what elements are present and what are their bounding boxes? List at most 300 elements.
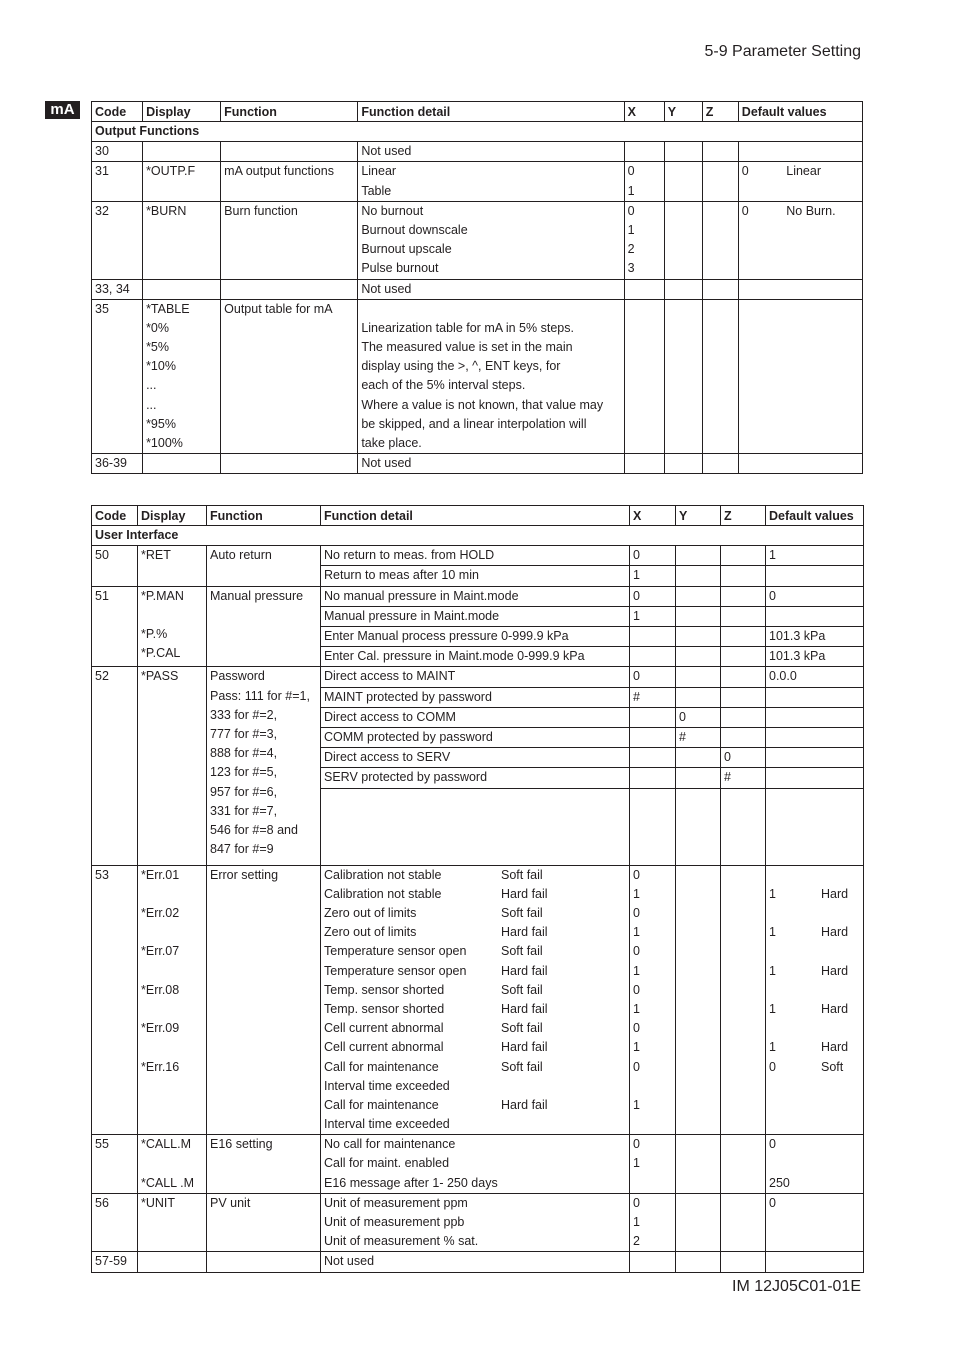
x-cell <box>630 1252 676 1272</box>
y-cell <box>664 142 702 162</box>
display-cell-line: *10% <box>146 359 176 374</box>
x-cell: 1 <box>630 606 676 626</box>
detail-cell-line: No call for maintenance <box>324 1137 456 1152</box>
default-cell <box>766 748 864 768</box>
fail-type: Hard fail <box>501 925 548 940</box>
x-cell <box>624 201 664 279</box>
z-cell <box>721 1252 766 1272</box>
y-cell <box>676 566 721 586</box>
default-line <box>769 981 860 1000</box>
x-cell <box>630 748 676 768</box>
col-header-y: Y <box>664 102 702 122</box>
default-cell <box>738 299 862 454</box>
code-cell: 31 <box>92 162 143 201</box>
fail-type: Hard fail <box>501 1001 548 1016</box>
default-value: 1 <box>769 886 776 901</box>
col-header-default: Default values <box>766 506 864 526</box>
detail-line <box>324 1058 626 1077</box>
x-cell-line: 1 <box>627 222 635 237</box>
display-cell-line <box>146 142 217 161</box>
x-cell-line: 3 <box>627 261 635 276</box>
fail-type: Hard fail <box>501 1097 548 1112</box>
default-cell: 101.3 kPa <box>766 647 864 667</box>
y-cell <box>676 768 721 788</box>
col-header-x: X <box>624 102 664 122</box>
detail-cell-line: each of the 5% interval steps. <box>361 378 526 393</box>
x-cell-line: 0 <box>633 1059 640 1074</box>
function-cell-line: 777 for #=3, <box>210 726 278 741</box>
display-cell-line <box>141 962 203 981</box>
table-row <box>92 279 863 299</box>
x-cell <box>630 728 676 748</box>
x-cell-line: 0 <box>633 1195 640 1210</box>
default-value: 1 <box>769 1001 776 1016</box>
display-cell-line: *Err.07 <box>141 944 180 959</box>
z-cell: 0 <box>721 748 766 768</box>
function-cell-line <box>224 280 354 299</box>
default-line <box>769 866 860 885</box>
y-cell <box>676 627 721 647</box>
y-cell: 0 <box>676 707 721 727</box>
display-cell-line: *P.% <box>141 626 168 641</box>
col-header-function: Function <box>207 506 321 526</box>
display-cell <box>138 586 207 667</box>
display-cell <box>138 1135 207 1194</box>
x-cell-line: 1 <box>633 1040 640 1055</box>
z-cell <box>702 201 738 279</box>
x-cell <box>630 788 676 865</box>
default-cell-line: 0 Linear <box>741 164 821 179</box>
table-row <box>92 1252 864 1272</box>
y-cell <box>676 788 721 865</box>
x-cell: 0 <box>630 546 676 566</box>
default-cell <box>766 788 864 865</box>
detail-cell <box>358 299 624 454</box>
function-cell-line: 888 for #=4, <box>210 746 278 761</box>
default-line <box>769 1115 860 1134</box>
display-cell-line: ... <box>146 378 157 393</box>
x-cell: 0 <box>630 586 676 606</box>
detail-cell-line: be skipped, and a linear interpolation will <box>361 416 587 431</box>
x-cell-line: 0 <box>633 867 640 882</box>
error-description: Temp. sensor shorted <box>324 982 445 997</box>
fail-type: Soft fail <box>501 906 543 921</box>
y-cell <box>676 606 721 626</box>
default-line <box>769 1077 860 1096</box>
display-cell <box>143 142 221 162</box>
default-cell <box>766 566 864 586</box>
default-cell-line: 0 No Burn. <box>741 203 836 218</box>
z-cell <box>721 606 766 626</box>
detail-cell-line: Burnout downscale <box>361 222 468 237</box>
z-cell <box>702 299 738 454</box>
detail-line <box>324 866 626 885</box>
display-cell <box>138 1252 207 1272</box>
section-title: Output Functions <box>92 122 863 142</box>
x-cell-line <box>628 142 661 161</box>
default-value: 1 <box>769 925 776 940</box>
function-cell <box>221 162 358 201</box>
error-description: Interval time exceeded <box>324 1078 450 1093</box>
function-cell <box>207 1252 321 1272</box>
x-cell-line: 0 <box>633 906 640 921</box>
z-cell <box>702 454 738 474</box>
function-cell <box>221 201 358 279</box>
detail-cell <box>321 1193 630 1252</box>
col-header-function: Function <box>221 102 358 122</box>
default-cell <box>738 454 862 474</box>
detail-cell-line: Not used <box>361 456 412 471</box>
error-description: Temperature sensor open <box>324 963 467 978</box>
display-cell-line: *Err.08 <box>141 982 180 997</box>
code-cell: 35 <box>92 299 143 454</box>
table-row <box>92 1193 864 1252</box>
y-cell <box>676 667 721 687</box>
detail-cell: MAINT protected by password <box>321 687 630 707</box>
code-cell: 52 <box>92 667 138 865</box>
default-label: Soft <box>821 1059 844 1074</box>
x-cell-line: 1 <box>633 1097 640 1112</box>
detail-cell-line: display using the >, ^, ENT keys, for <box>361 359 561 374</box>
display-cell-line <box>141 1115 203 1134</box>
function-cell-line <box>224 142 354 161</box>
col-header-code: Code <box>92 506 138 526</box>
z-cell <box>721 546 766 566</box>
function-cell-line: 847 for #=9 <box>210 842 274 857</box>
default-cell <box>738 201 862 279</box>
default-line <box>769 962 860 981</box>
detail-cell: Enter Manual process pressure 0-999.9 kPa <box>321 627 630 647</box>
detail-line <box>324 885 626 904</box>
x-cell <box>624 299 664 454</box>
detail-cell-line: Call for maint. enabled <box>324 1156 450 1171</box>
display-cell-line: *Err.09 <box>141 1021 180 1036</box>
function-cell: Auto return <box>207 546 321 586</box>
col-header-y: Y <box>676 506 721 526</box>
x-cell-line <box>633 1115 672 1134</box>
code-cell: 57-59 <box>92 1252 138 1272</box>
detail-cell <box>358 201 624 279</box>
function-cell <box>221 279 358 299</box>
function-cell-line: 957 for #=6, <box>210 784 278 799</box>
detail-cell: Direct access to COMM <box>321 707 630 727</box>
section-tag: mA <box>45 101 80 119</box>
x-cell-line <box>633 1174 672 1193</box>
table-row <box>92 1135 864 1194</box>
z-cell <box>721 627 766 647</box>
detail-cell: Direct access to SERV <box>321 748 630 768</box>
x-cell-line: 1 <box>633 886 640 901</box>
display-cell-line: *Err.02 <box>141 906 180 921</box>
y-cell <box>676 546 721 566</box>
default-cell: 0 <box>766 586 864 606</box>
detail-cell <box>358 162 624 201</box>
default-cell <box>766 707 864 727</box>
fail-type: Soft fail <box>501 1021 543 1036</box>
col-header-x: X <box>630 506 676 526</box>
x-cell-line <box>633 1077 672 1096</box>
z-cell <box>702 279 738 299</box>
y-cell <box>676 1252 721 1272</box>
y-cell: # <box>676 728 721 748</box>
detail-cell-line: Burnout upscale <box>361 242 452 257</box>
function-cell <box>207 667 321 865</box>
function-cell <box>221 142 358 162</box>
col-header-function-detail: Function detail <box>358 102 624 122</box>
x-cell-line: 0 <box>633 1021 640 1036</box>
detail-cell-line <box>361 300 620 319</box>
default-label: Hard <box>821 1040 849 1055</box>
error-description: Temperature sensor open <box>324 944 467 959</box>
section-title: User Interface <box>92 526 864 546</box>
y-cell <box>676 1193 721 1252</box>
display-cell-line <box>141 1096 203 1115</box>
x-cell-line: 1 <box>633 1156 640 1171</box>
detail-cell-line: Unit of measurement % sat. <box>324 1234 479 1249</box>
table-row <box>92 546 864 566</box>
detail-line <box>324 1077 626 1096</box>
default-cell-line: 250 <box>769 1175 790 1190</box>
x-cell <box>624 454 664 474</box>
function-cell-line: 123 for #=5, <box>210 765 278 780</box>
detail-cell-line: Where a value is not known, that value may <box>361 397 604 412</box>
z-cell <box>721 1135 766 1194</box>
code-cell: 36-39 <box>92 454 143 474</box>
x-cell-line: 1 <box>633 1001 640 1016</box>
display-cell-line <box>141 1077 203 1096</box>
detail-cell <box>358 454 624 474</box>
default-cell <box>766 865 864 1135</box>
default-line <box>769 904 860 923</box>
y-cell <box>676 586 721 606</box>
detail-line <box>324 904 626 923</box>
detail-cell: Return to meas after 10 min <box>321 566 630 586</box>
z-cell <box>721 707 766 727</box>
function-cell-line: Burn function <box>224 203 298 218</box>
detail-cell-line: No burnout <box>361 203 424 218</box>
detail-cell-line: E16 message after 1- 250 days <box>324 1175 498 1190</box>
x-cell-line: 1 <box>627 183 635 198</box>
display-cell <box>143 201 221 279</box>
function-cell-line: Pass: 111 for #=1, <box>210 688 310 703</box>
x-cell <box>630 768 676 788</box>
error-description: Cell current abnormal <box>324 1021 444 1036</box>
col-header-default: Default values <box>738 102 862 122</box>
default-label: Hard <box>821 925 849 940</box>
default-cell: 0.0.0 <box>766 667 864 687</box>
x-cell: # <box>630 687 676 707</box>
detail-cell-line: Unit of measurement ppm <box>324 1195 468 1210</box>
default-cell-line <box>769 1154 860 1173</box>
display-cell-line: *CALL .M <box>141 1175 195 1190</box>
display-cell-line: *TABLE <box>146 301 190 316</box>
detail-line <box>324 942 626 961</box>
function-cell: E16 setting <box>207 1135 321 1194</box>
detail-cell <box>321 865 630 1135</box>
table-header-row <box>92 506 864 526</box>
fail-type: Hard fail <box>501 886 548 901</box>
default-value: 0 <box>769 1059 776 1074</box>
x-cell-line: 0 <box>627 164 635 179</box>
x-cell <box>630 1135 676 1194</box>
section-row <box>92 122 863 142</box>
display-cell-line <box>141 606 203 625</box>
z-cell <box>721 687 766 707</box>
table-row <box>92 201 863 279</box>
detail-cell-line: Unit of measurement ppb <box>324 1215 465 1230</box>
display-cell <box>143 279 221 299</box>
default-cell-line <box>742 300 859 319</box>
x-cell <box>630 707 676 727</box>
z-cell <box>721 865 766 1135</box>
detail-line <box>324 981 626 1000</box>
fail-type: Hard fail <box>501 1040 548 1055</box>
detail-cell <box>358 279 624 299</box>
default-cell <box>766 768 864 788</box>
fail-type: Hard fail <box>501 963 548 978</box>
default-value: 1 <box>769 963 776 978</box>
page-header: 5-9 Parameter Setting <box>704 43 861 60</box>
col-header-display: Display <box>143 102 221 122</box>
y-cell <box>664 279 702 299</box>
x-cell-line: 0 <box>633 944 640 959</box>
y-cell <box>664 162 702 201</box>
display-cell: *UNIT <box>138 1193 207 1252</box>
default-line <box>769 1058 860 1077</box>
default-cell-line <box>742 280 859 299</box>
display-cell-line: *0% <box>146 320 169 335</box>
detail-cell: Manual pressure in Maint.mode <box>321 606 630 626</box>
display-cell-line: *P.MAN <box>141 588 184 603</box>
function-cell <box>221 299 358 454</box>
detail-cell-line: Linear <box>361 164 397 179</box>
col-header-display: Display <box>138 506 207 526</box>
detail-cell: SERV protected by password <box>321 768 630 788</box>
default-line <box>769 885 860 904</box>
display-cell-line <box>141 923 203 942</box>
display-cell-line: *5% <box>146 340 169 355</box>
x-cell <box>624 162 664 201</box>
function-cell-line: mA output functions <box>224 164 334 179</box>
function-cell-line <box>224 454 354 473</box>
display-cell-line <box>141 885 203 904</box>
default-cell <box>766 606 864 626</box>
y-cell <box>676 865 721 1135</box>
default-cell <box>766 687 864 707</box>
detail-cell: No return to meas. from HOLD <box>321 546 630 566</box>
user-interface-table <box>91 505 864 1273</box>
default-cell <box>766 1252 864 1272</box>
y-cell <box>664 201 702 279</box>
detail-line <box>324 1038 626 1057</box>
code-cell: 32 <box>92 201 143 279</box>
function-cell-line: Output table for mA <box>224 301 333 316</box>
detail-cell-line: Not used <box>361 144 412 159</box>
y-cell <box>676 748 721 768</box>
display-cell-line: ... <box>146 397 157 412</box>
default-line <box>769 1038 860 1057</box>
output-functions-table <box>91 101 863 474</box>
y-cell <box>676 1135 721 1194</box>
x-cell <box>630 627 676 647</box>
table-row <box>92 162 863 201</box>
display-cell-line: *OUTP.F <box>146 164 196 179</box>
code-cell: 55 <box>92 1135 138 1194</box>
z-cell <box>721 586 766 606</box>
detail-cell: Enter Cal. pressure in Maint.mode 0-999.9 kPa <box>321 647 630 667</box>
display-cell-line: *BURN <box>146 203 187 218</box>
function-cell <box>221 454 358 474</box>
x-cell-line <box>628 454 661 473</box>
display-cell-line <box>141 1154 203 1173</box>
display-cell-line <box>146 454 217 473</box>
z-cell <box>721 788 766 865</box>
x-cell-line: 0 <box>627 203 635 218</box>
x-cell <box>630 1193 676 1252</box>
table-row <box>92 142 863 162</box>
function-cell: PV unit <box>207 1193 321 1252</box>
detail-cell-line: The measured value is set in the main <box>361 340 573 355</box>
detail-cell: Not used <box>321 1252 630 1272</box>
x-cell-line <box>628 280 661 299</box>
detail-cell: COMM protected by password <box>321 728 630 748</box>
display-cell-line: *CALL.M <box>141 1137 192 1152</box>
x-cell <box>630 647 676 667</box>
error-description: Cell current abnormal <box>324 1040 444 1055</box>
default-label: Hard <box>821 1001 849 1016</box>
error-description: Call for maintenance <box>324 1097 439 1112</box>
default-line <box>769 942 860 961</box>
y-cell <box>676 687 721 707</box>
code-cell: 50 <box>92 546 138 586</box>
function-cell-line: 331 for #=7, <box>210 803 278 818</box>
fail-type: Soft fail <box>501 944 543 959</box>
display-cell: *RET <box>138 546 207 586</box>
table-header-row <box>92 102 863 122</box>
detail-cell <box>321 1135 630 1194</box>
code-cell: 30 <box>92 142 143 162</box>
x-cell <box>624 142 664 162</box>
detail-line <box>324 1096 626 1115</box>
detail-cell-line: take place. <box>361 436 422 451</box>
detail-cell-line: Not used <box>361 281 412 296</box>
y-cell <box>664 299 702 454</box>
table-row <box>92 586 864 606</box>
x-cell-line: 2 <box>633 1234 640 1249</box>
detail-cell <box>358 142 624 162</box>
detail-cell-line: Pulse burnout <box>361 261 439 276</box>
function-cell-line: 333 for #=2, <box>210 707 278 722</box>
x-cell <box>630 865 676 1135</box>
function-cell-line: 546 for #=8 and <box>210 822 298 837</box>
z-cell <box>702 142 738 162</box>
default-cell: 0 <box>766 1193 864 1252</box>
function-cell: Error setting <box>207 865 321 1135</box>
z-cell <box>721 1193 766 1252</box>
default-cell <box>738 162 862 201</box>
display-cell <box>143 454 221 474</box>
page-footer: IM 12J05C01-01E <box>732 1278 861 1295</box>
display-cell-line <box>141 1000 203 1019</box>
error-description: Zero out of limits <box>324 906 417 921</box>
col-header-function-detail: Function detail <box>321 506 630 526</box>
display-cell-line: *100% <box>146 436 183 451</box>
function-cell: Manual pressure <box>207 586 321 667</box>
z-cell: # <box>721 768 766 788</box>
fail-type: Soft fail <box>501 1059 543 1074</box>
detail-cell: Direct access to MAINT <box>321 667 630 687</box>
x-cell-line: 0 <box>633 1137 640 1152</box>
